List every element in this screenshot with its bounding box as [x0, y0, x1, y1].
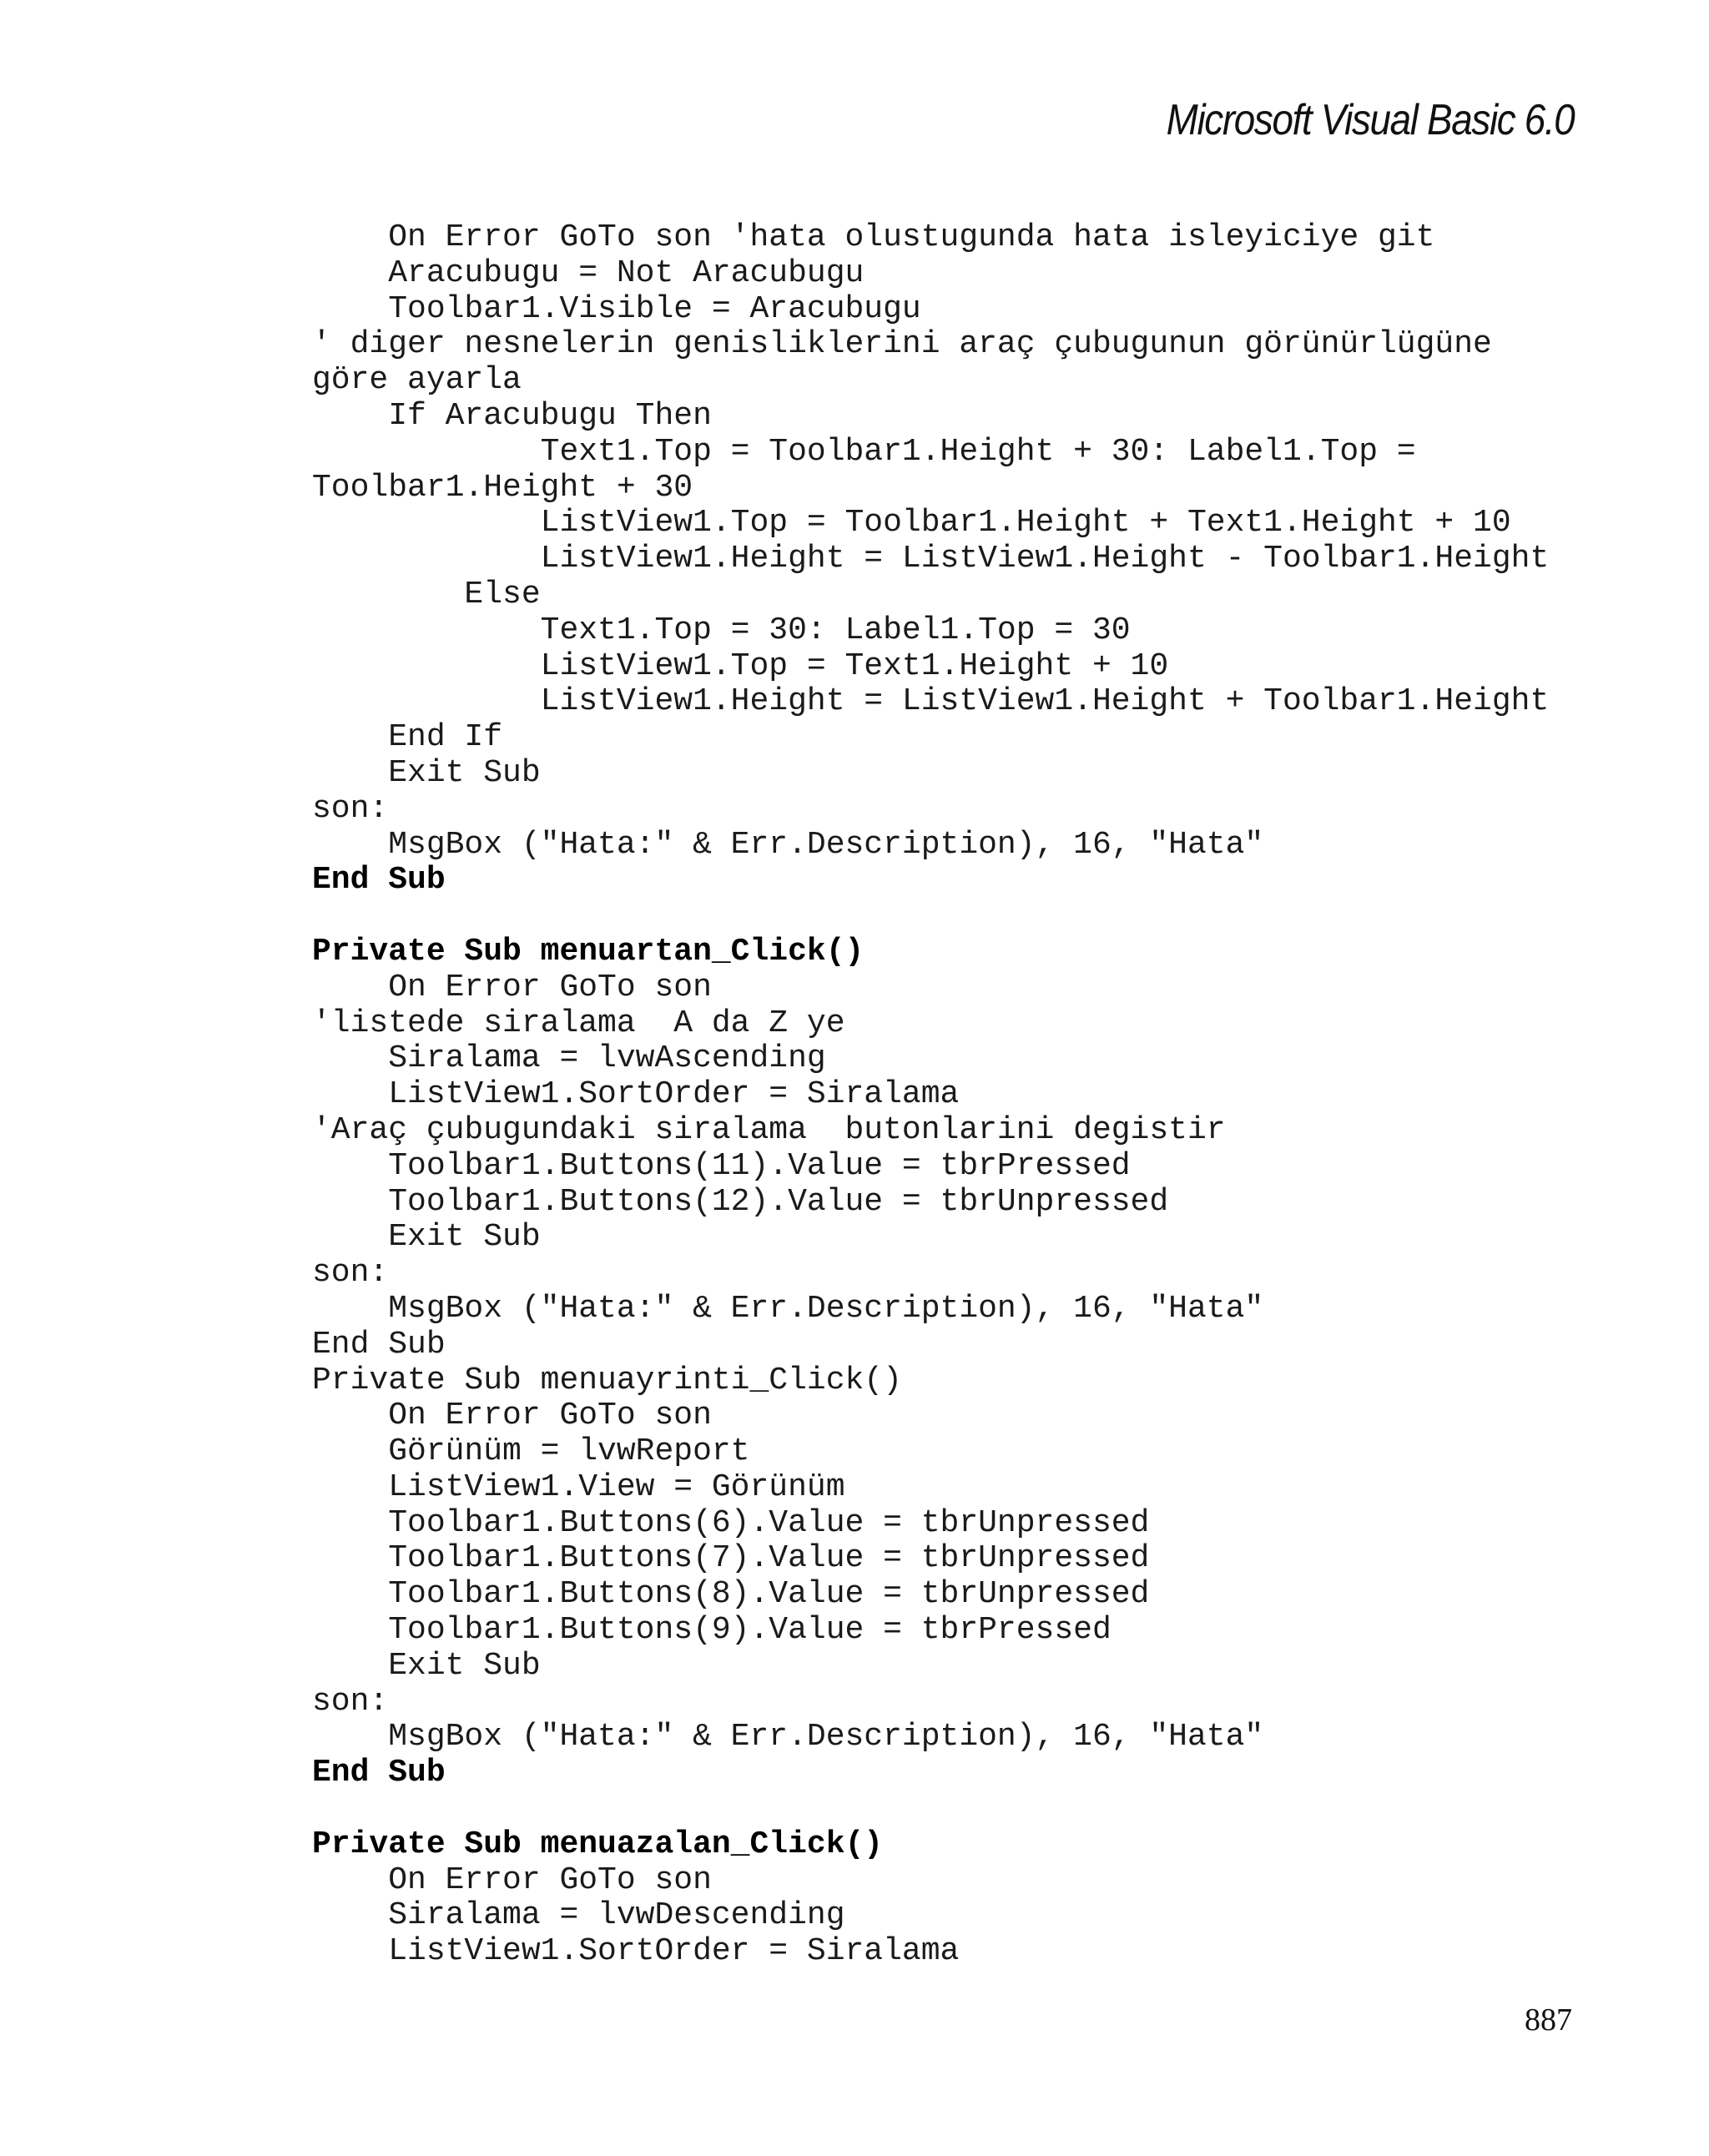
code-line: Toolbar1.Buttons(8).Value = tbrUnpressed	[312, 1576, 1150, 1613]
code-line: 'Araç çubugundaki siralama butonlarini degistir	[312, 1111, 1226, 1148]
code-line: ListView1.View = Görünüm	[312, 1468, 845, 1505]
code-line: Toolbar1.Visible = Aracubugu	[312, 290, 921, 327]
code-line	[312, 899, 1549, 934]
code-line: Toolbar1.Buttons(7).Value = tbrUnpressed	[312, 1540, 1150, 1577]
code-line: son:	[312, 1683, 389, 1720]
code-line: 'listede siralama A da Z ye	[312, 1005, 845, 1041]
code-line: Exit Sub	[312, 754, 541, 791]
code-line: ListView1.Top = Toolbar1.Height + Text1.Height + 10	[312, 505, 1511, 542]
code-line: Toolbar1.Buttons(6).Value = tbrUnpressed	[312, 1504, 1150, 1541]
code-line: ListView1.Top = Text1.Height + 10	[312, 647, 1169, 684]
code-line: Private Sub menuazalan_Click()	[312, 1826, 884, 1862]
code-line: MsgBox ("Hata:" & Err.Description), 16, "Hata"	[312, 1290, 1264, 1327]
code-line: If Aracubugu Then	[312, 397, 712, 434]
code-line: Görünüm = lvwReport	[312, 1433, 750, 1470]
code-line: MsgBox ("Hata:" & Err.Description), 16, "Hata"	[312, 1719, 1264, 1756]
code-line: Exit Sub	[312, 1219, 541, 1256]
code-line: ListView1.Height = ListView1.Height + Toolbar1.Height	[312, 683, 1550, 720]
code-line: Private Sub menuayrinti_Click()	[312, 1362, 902, 1398]
code-line: End Sub	[312, 1755, 446, 1791]
code-line: Toolbar1.Buttons(12).Value = tbrUnpressed	[312, 1183, 1169, 1220]
code-line: Exit Sub	[312, 1647, 541, 1684]
code-line: ListView1.Height = ListView1.Height - Toolbar1.Height	[312, 541, 1550, 577]
code-line: Aracubugu = Not Aracubugu	[312, 254, 865, 291]
code-line: End If	[312, 719, 503, 756]
code-line: Text1.Top = 30: Label1.Top = 30	[312, 612, 1131, 648]
page-number: 887	[1525, 2002, 1572, 2038]
code-line: On Error GoTo son	[312, 969, 712, 1005]
code-line: Toolbar1.Buttons(11).Value = tbrPressed	[312, 1147, 1131, 1184]
code-line: Text1.Top = Toolbar1.Height + 30: Label1.Top =	[312, 433, 1416, 470]
code-line: Private Sub menuartan_Click()	[312, 933, 865, 970]
code-line: son:	[312, 790, 389, 827]
running-header-title: Microsoft Visual Basic 6.0	[1166, 96, 1574, 144]
code-line: göre ayarla	[312, 362, 522, 399]
code-line: Siralama = lvwDescending	[312, 1897, 845, 1934]
code-line: son:	[312, 1255, 389, 1292]
code-line	[312, 1791, 1549, 1827]
code-line: MsgBox ("Hata:" & Err.Description), 16, "Hata"	[312, 826, 1264, 863]
code-line: ' diger nesnelerin genisliklerini araç çubugunun görünürlügüne	[312, 326, 1492, 363]
code-line: Else	[312, 576, 541, 612]
code-line: ListView1.SortOrder = Siralama	[312, 1076, 960, 1113]
code-line: Siralama = lvwAscending	[312, 1040, 826, 1077]
code-line: ListView1.SortOrder = Siralama	[312, 1933, 960, 1970]
code-line: End Sub	[312, 1326, 446, 1363]
code-line: On Error GoTo son	[312, 1861, 712, 1898]
code-line: On Error GoTo son 'hata olustugunda hata isleyiciye git	[312, 219, 1435, 255]
code-listing	[312, 220, 1549, 1970]
code-line: Toolbar1.Height + 30	[312, 469, 693, 506]
code-line: Toolbar1.Buttons(9).Value = tbrPressed	[312, 1612, 1112, 1649]
code-line: End Sub	[312, 862, 446, 899]
code-line: On Error GoTo son	[312, 1398, 712, 1434]
